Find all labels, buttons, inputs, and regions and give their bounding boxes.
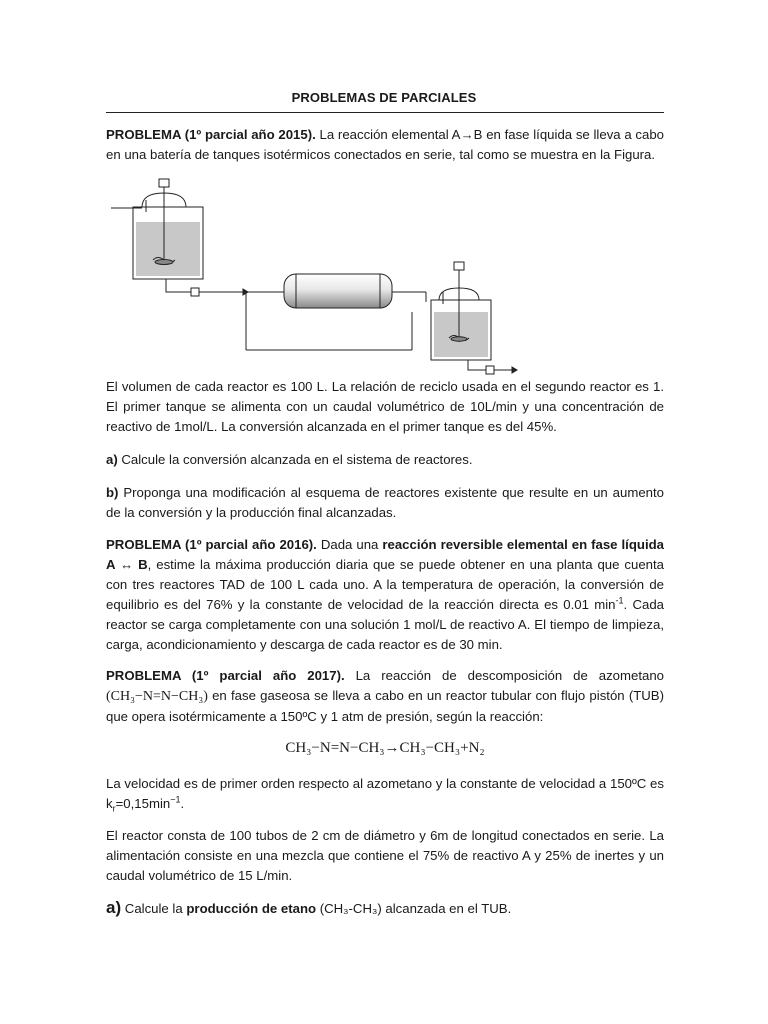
problem3-question-a: a) Calcule la producción de etano (CH₃-CH₃) alcanzada en el TUB. xyxy=(106,898,512,917)
reaction-equation: CH₃−N=N−CH₃→CH₃−CH₃+N₂ xyxy=(285,740,485,756)
problem2-text: PROBLEMA (1º parcial año 2016). Dada una reacción reversible elemental en fase líquida A ↔ B, estime la máxima producción diaria que se puede obtener en una planta que cuenta con tres reactores TAD de 100 L cada uno. A la temperatura de operación, la conversión de equilibrio es del 76% y la constante de velocidad de la reacción directa es 0.01 $\min^{-1}$. Cada reactor se carga completamente con una solución 1 mol/L de reactivo A. El tiempo de limpieza, carga, acondicionamiento y descarga de cada reactor es de 30 min. xyxy=(106,537,665,652)
problem3-heading: PROBLEMA (1º parcial año 2017). xyxy=(106,668,345,683)
problem2-heading: PROBLEMA (1º parcial año 2016). xyxy=(106,537,317,552)
page-title: PROBLEMAS DE PARCIALES xyxy=(291,90,477,105)
tank-1 xyxy=(111,179,248,296)
problem3-reactor: El reactor consta de 100 tubos de 2 cm de diámetro y 6m de longitud conectados en serie. La alimentación consiste en una mezcla que contiene el 75% de reactivo A y 25% de inertes y un caudal volumétrico de 15 L/min. xyxy=(106,828,664,883)
problem1-question-a: a) Calcule la conversión alcanzada en el sistema de reactores. xyxy=(106,452,473,467)
problem1-intro: PROBLEMA (1º parcial año 2015). La reacción elemental A→B en fase líquida se lleva a cabo en una batería de tanques isotérmicos conectados en serie, tal como se muestra en la Figura. xyxy=(106,127,665,162)
problem3-intro: PROBLEMA (1º parcial año 2017). La reacción de descomposición de azometano (CH₃−N=N−CH₃) en fase gaseosa se lleva a cabo en un reactor tubular con flujo pistón (TUB) que opera isotérmicamente a 150ºC y 1 atm de presión, según la reacción: xyxy=(106,668,664,724)
title-underline xyxy=(106,112,664,113)
problem1-heading: PROBLEMA (1º parcial año 2015). xyxy=(106,127,316,142)
tubular-reactor xyxy=(246,274,426,308)
tank-2 xyxy=(431,262,517,374)
problem3-rate: La velocidad es de primer orden respecto al azometano y la constante de velocidad a 150ºC es $k_r=0,15\min^{-1}$. xyxy=(106,776,664,814)
azomethane-formula: (CH₃−N=N−CH₃) xyxy=(106,689,208,704)
reactor-diagram xyxy=(106,172,526,377)
problem1-question-b: b) Proponga una modificación al esquema de reactores existente que resulte en un aumento de la conversión y la producción final alcanzadas. xyxy=(106,485,664,520)
problem1-body: El volumen de cada reactor es 100 L. La relación de reciclo usada en el segundo reactor es 1. El primer tanque se alimenta con un caudal volumétrico de 10L/min y una concentración de reactivo de 1mol/L. La conversión alcanzada en el primer tanque es del 45%. xyxy=(106,379,664,434)
